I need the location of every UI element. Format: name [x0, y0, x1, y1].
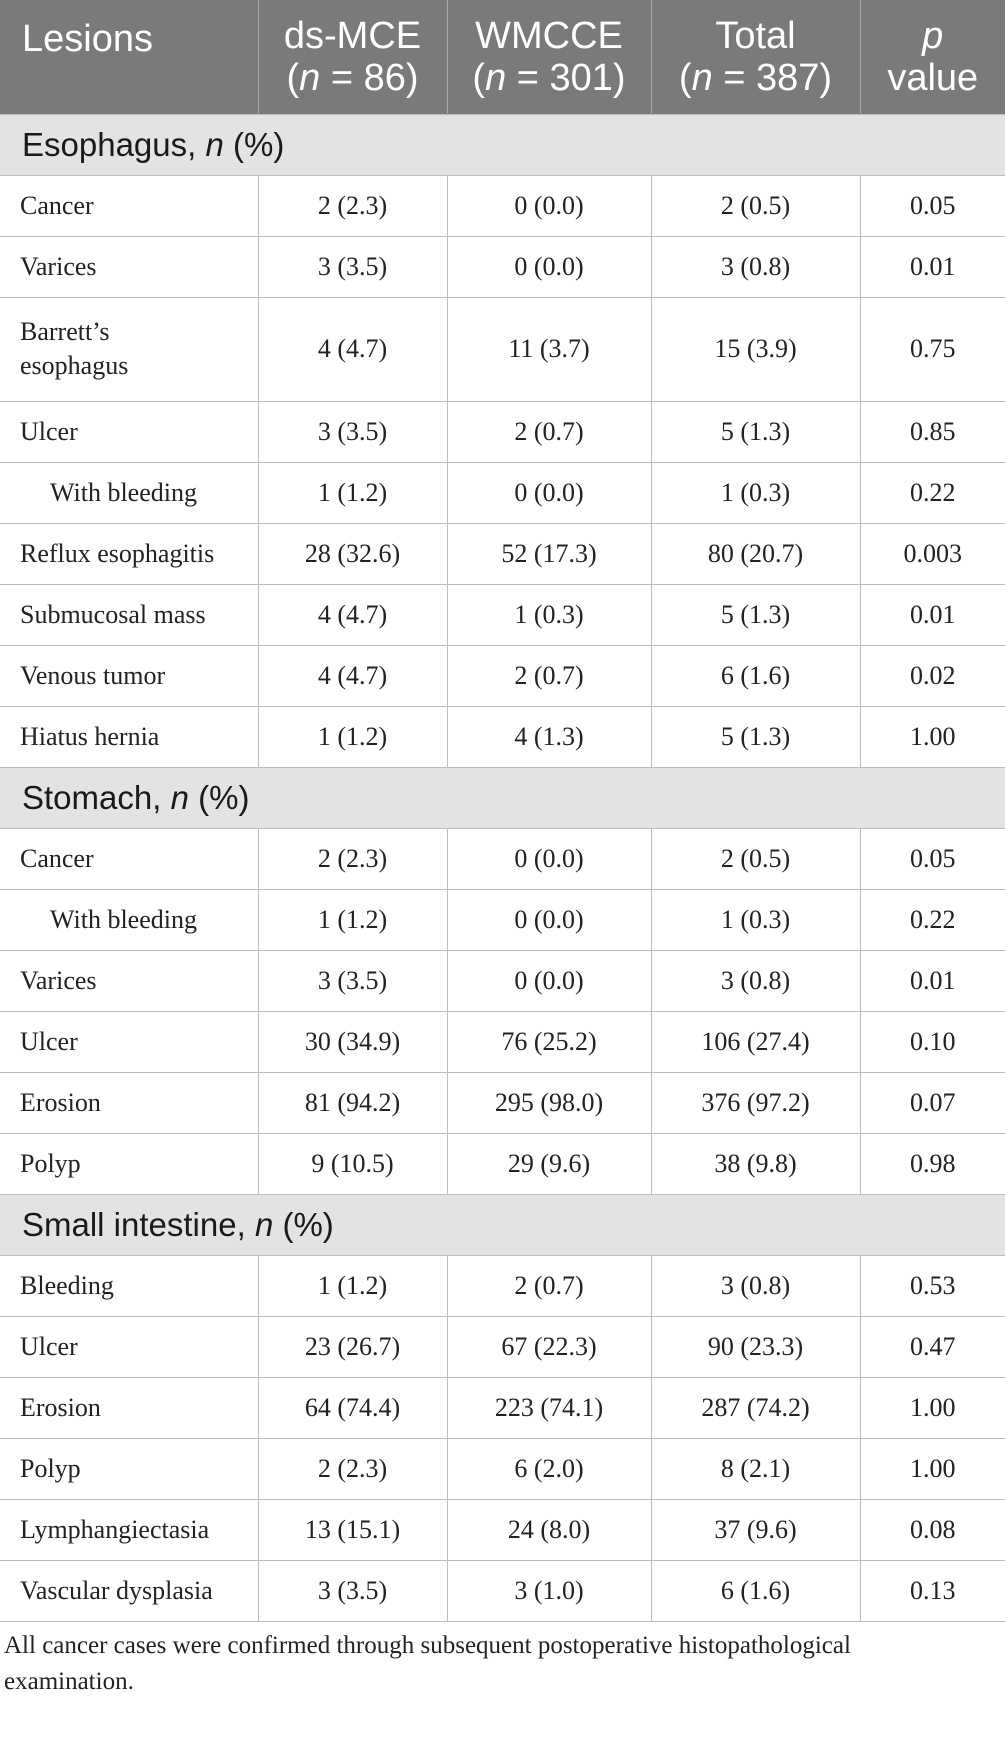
section-n-symbol: n	[254, 1205, 274, 1243]
lesion-name-cell: Cancer	[0, 175, 258, 236]
section-n-symbol: n	[170, 778, 189, 816]
dsmce-cell: 1 (1.2)	[258, 1255, 447, 1316]
wmcce-cell: 3 (1.0)	[447, 1560, 651, 1621]
wmcce-cell: 0 (0.0)	[447, 462, 651, 523]
wmcce-cell: 52 (17.3)	[447, 523, 651, 584]
table-row	[0, 297, 1005, 401]
wmcce-cell: 24 (8.0)	[447, 1499, 651, 1560]
total-cell: 287 (74.2)	[651, 1377, 860, 1438]
table-row	[0, 706, 1005, 767]
section-header-row	[0, 1194, 1005, 1255]
p-value-cell: 0.22	[860, 889, 1005, 950]
dsmce-cell: 3 (3.5)	[258, 401, 447, 462]
section-title-text: Small intestine,	[22, 1205, 246, 1243]
p-value-cell: 0.003	[860, 523, 1005, 584]
table-row	[0, 1255, 1005, 1316]
table-row	[0, 584, 1005, 645]
total-cell: 37 (9.6)	[651, 1499, 860, 1560]
lesion-name-cell: Varices	[0, 236, 258, 297]
wmcce-cell: 0 (0.0)	[447, 889, 651, 950]
lesion-name-cell: Ulcer	[0, 1316, 258, 1377]
wmcce-cell: 4 (1.3)	[447, 706, 651, 767]
table-row	[0, 401, 1005, 462]
total-cell: 90 (23.3)	[651, 1316, 860, 1377]
p-value-cell: 1.00	[860, 1377, 1005, 1438]
header-p-value: p value	[860, 0, 1005, 114]
table-row	[0, 950, 1005, 1011]
dsmce-cell: 4 (4.7)	[258, 584, 447, 645]
dsmce-cell: 3 (3.5)	[258, 950, 447, 1011]
total-cell: 6 (1.6)	[651, 645, 860, 706]
table-row	[0, 645, 1005, 706]
dsmce-cell: 9 (10.5)	[258, 1133, 447, 1194]
header-total: Total (n = 387)	[651, 0, 860, 114]
table-row	[0, 1133, 1005, 1194]
lesion-name-cell: Polyp	[0, 1438, 258, 1499]
lesion-name-cell: Ulcer	[0, 1011, 258, 1072]
section-title	[0, 114, 1005, 175]
p-value-cell: 0.05	[860, 828, 1005, 889]
section-title-text: Esophagus,	[22, 125, 197, 163]
wmcce-cell: 76 (25.2)	[447, 1011, 651, 1072]
lesion-name-cell: Bleeding	[0, 1255, 258, 1316]
wmcce-cell: 0 (0.0)	[447, 236, 651, 297]
lesion-name-cell: Erosion	[0, 1072, 258, 1133]
table-row	[0, 175, 1005, 236]
total-cell: 5 (1.3)	[651, 584, 860, 645]
p-value-cell: 0.02	[860, 645, 1005, 706]
wmcce-cell: 0 (0.0)	[447, 828, 651, 889]
section-header-row	[0, 767, 1005, 828]
dsmce-cell: 4 (4.7)	[258, 645, 447, 706]
lesion-name-cell: Venous tumor	[0, 645, 258, 706]
p-value-cell: 0.01	[860, 950, 1005, 1011]
p-value-cell: 1.00	[860, 1438, 1005, 1499]
p-value-cell: 0.85	[860, 401, 1005, 462]
dsmce-cell: 23 (26.7)	[258, 1316, 447, 1377]
section-n-symbol: n	[205, 125, 224, 163]
lesion-name-cell: Erosion	[0, 1377, 258, 1438]
dsmce-cell: 64 (74.4)	[258, 1377, 447, 1438]
p-value-cell: 0.13	[860, 1560, 1005, 1621]
total-cell: 3 (0.8)	[651, 1255, 860, 1316]
wmcce-cell: 223 (74.1)	[447, 1377, 651, 1438]
lesion-name-cell: Polyp	[0, 1133, 258, 1194]
wmcce-cell: 0 (0.0)	[447, 175, 651, 236]
table-row	[0, 889, 1005, 950]
p-value-cell: 0.47	[860, 1316, 1005, 1377]
wmcce-cell: 0 (0.0)	[447, 950, 651, 1011]
total-cell: 1 (0.3)	[651, 889, 860, 950]
table-row	[0, 1316, 1005, 1377]
dsmce-cell: 13 (15.1)	[258, 1499, 447, 1560]
lesion-name-cell: Submucosal mass	[0, 584, 258, 645]
total-cell: 38 (9.8)	[651, 1133, 860, 1194]
wmcce-cell: 2 (0.7)	[447, 1255, 651, 1316]
table-row	[0, 1560, 1005, 1621]
total-cell: 3 (0.8)	[651, 236, 860, 297]
table-row	[0, 1011, 1005, 1072]
section-header-row	[0, 114, 1005, 175]
wmcce-cell: 2 (0.7)	[447, 645, 651, 706]
p-value-cell: 0.07	[860, 1072, 1005, 1133]
total-cell: 5 (1.3)	[651, 706, 860, 767]
wmcce-cell: 2 (0.7)	[447, 401, 651, 462]
section-title-text: Stomach,	[22, 778, 162, 816]
dsmce-cell: 3 (3.5)	[258, 236, 447, 297]
p-value-cell: 0.05	[860, 175, 1005, 236]
total-cell: 1 (0.3)	[651, 462, 860, 523]
p-value-cell: 0.53	[860, 1255, 1005, 1316]
dsmce-cell: 2 (2.3)	[258, 828, 447, 889]
table-header-row	[0, 0, 1005, 114]
header-lesions: Lesions	[0, 0, 258, 114]
section-percent-symbol: (%)	[282, 1205, 334, 1243]
dsmce-cell: 1 (1.2)	[258, 889, 447, 950]
table-row	[0, 1072, 1005, 1133]
dsmce-cell: 1 (1.2)	[258, 706, 447, 767]
p-value-cell: 0.01	[860, 236, 1005, 297]
table-body	[0, 114, 1005, 1621]
wmcce-cell: 6 (2.0)	[447, 1438, 651, 1499]
total-cell: 6 (1.6)	[651, 1560, 860, 1621]
lesion-name-cell: Varices	[0, 950, 258, 1011]
total-cell: 106 (27.4)	[651, 1011, 860, 1072]
dsmce-cell: 1 (1.2)	[258, 462, 447, 523]
total-cell: 2 (0.5)	[651, 828, 860, 889]
p-value-cell: 0.08	[860, 1499, 1005, 1560]
lesion-name-cell: Hiatus hernia	[0, 706, 258, 767]
p-value-cell: 0.75	[860, 297, 1005, 401]
total-cell: 15 (3.9)	[651, 297, 860, 401]
section-percent-symbol: (%)	[233, 125, 285, 163]
wmcce-cell: 11 (3.7)	[447, 297, 651, 401]
table-row	[0, 236, 1005, 297]
p-value-cell: 0.98	[860, 1133, 1005, 1194]
total-cell: 376 (97.2)	[651, 1072, 860, 1133]
lesion-name-cell: Reflux esophagitis	[0, 523, 258, 584]
lesion-name-cell: With bleeding	[0, 462, 258, 523]
section-title	[0, 767, 1005, 828]
wmcce-cell: 29 (9.6)	[447, 1133, 651, 1194]
dsmce-cell: 2 (2.3)	[258, 175, 447, 236]
table-row	[0, 1438, 1005, 1499]
header-dsmce: ds-MCE (n = 86)	[258, 0, 447, 114]
dsmce-cell: 30 (34.9)	[258, 1011, 447, 1072]
total-cell: 5 (1.3)	[651, 401, 860, 462]
header-wmcce: WMCCE (n = 301)	[447, 0, 651, 114]
lesion-name-cell: Barrett’s esophagus	[0, 297, 258, 401]
dsmce-cell: 28 (32.6)	[258, 523, 447, 584]
p-value-cell: 1.00	[860, 706, 1005, 767]
dsmce-cell: 4 (4.7)	[258, 297, 447, 401]
lesion-name-cell: Vascular dysplasia	[0, 1560, 258, 1621]
p-value-cell: 0.10	[860, 1011, 1005, 1072]
total-cell: 8 (2.1)	[651, 1438, 860, 1499]
dsmce-cell: 2 (2.3)	[258, 1438, 447, 1499]
table-row	[0, 1499, 1005, 1560]
table-footnote: All cancer cases were confirmed through subsequent postoperative histopathological examination.	[4, 1631, 851, 1695]
wmcce-cell: 67 (22.3)	[447, 1316, 651, 1377]
wmcce-cell: 295 (98.0)	[447, 1072, 651, 1133]
total-cell: 2 (0.5)	[651, 175, 860, 236]
total-cell: 80 (20.7)	[651, 523, 860, 584]
lesion-name-cell: Lymphangiectasia	[0, 1499, 258, 1560]
lesion-name-cell: Cancer	[0, 828, 258, 889]
table-row	[0, 828, 1005, 889]
p-value-cell: 0.22	[860, 462, 1005, 523]
wmcce-cell: 1 (0.3)	[447, 584, 651, 645]
lesion-name-cell: With bleeding	[0, 889, 258, 950]
section-title	[0, 1194, 1005, 1255]
p-value-cell: 0.01	[860, 584, 1005, 645]
table-row	[0, 1377, 1005, 1438]
table-row	[0, 523, 1005, 584]
dsmce-cell: 81 (94.2)	[258, 1072, 447, 1133]
dsmce-cell: 3 (3.5)	[258, 1560, 447, 1621]
section-percent-symbol: (%)	[198, 778, 250, 816]
total-cell: 3 (0.8)	[651, 950, 860, 1011]
table-row	[0, 462, 1005, 523]
lesion-name-cell: Ulcer	[0, 401, 258, 462]
